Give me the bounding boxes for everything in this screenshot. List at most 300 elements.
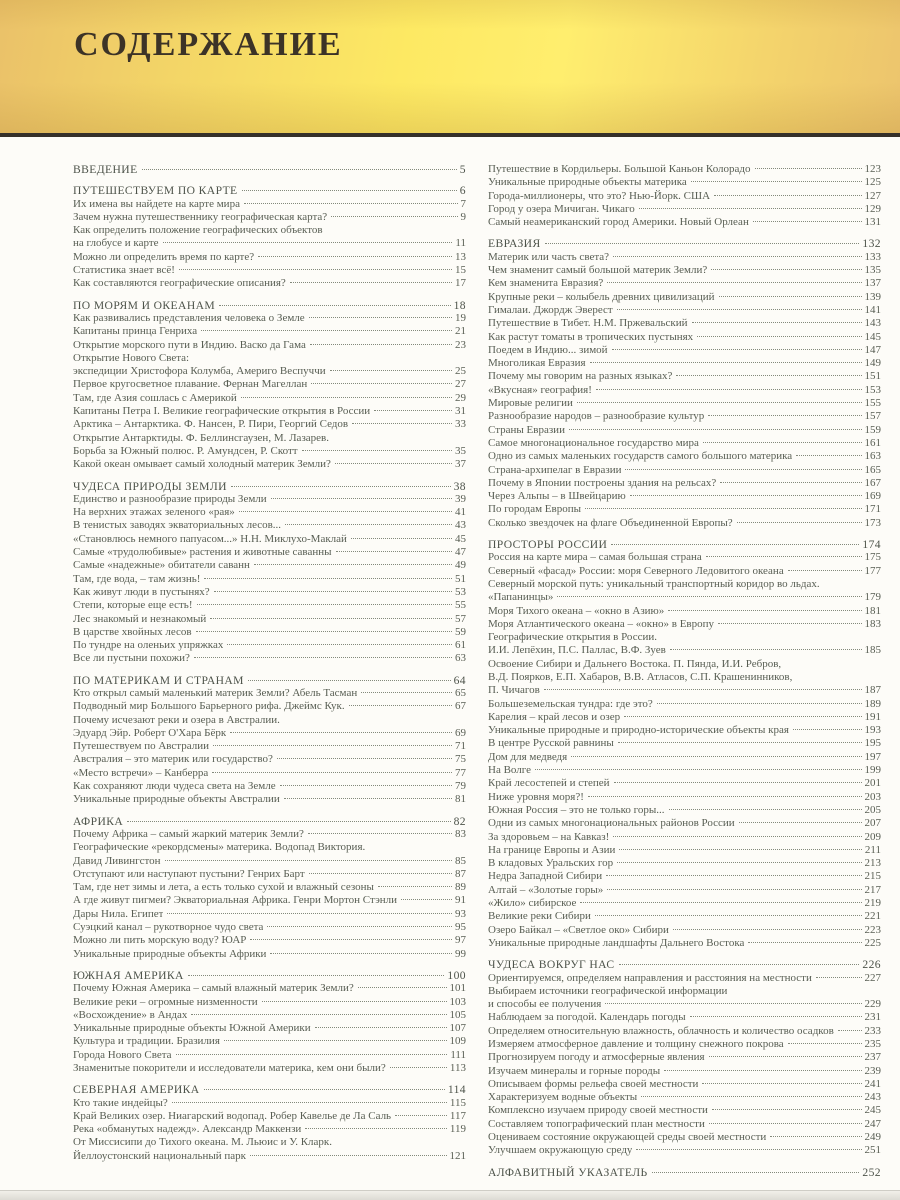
toc-entry xyxy=(73,1150,466,1163)
toc-entry-continuation xyxy=(488,578,881,591)
dot-leader xyxy=(309,873,452,874)
toc-entry xyxy=(73,652,466,665)
toc-entry xyxy=(488,1104,881,1117)
dot-leader xyxy=(401,899,452,900)
page-number: 123 xyxy=(864,163,881,175)
toc-entry xyxy=(73,881,466,894)
toc-entry xyxy=(488,176,881,189)
entry-title: За здоровьем – на Кавказ! xyxy=(488,830,610,843)
dot-leader xyxy=(308,833,452,834)
dot-leader xyxy=(127,821,450,822)
toc-column-left xyxy=(73,163,466,1179)
page-number: 125 xyxy=(864,176,881,189)
page-number: 81 xyxy=(455,793,466,806)
dot-leader xyxy=(262,1001,447,1002)
entry-title: на глобусе и карте xyxy=(73,237,159,250)
page-number: 157 xyxy=(864,410,881,423)
dot-leader xyxy=(544,689,862,690)
dot-leader xyxy=(838,1030,862,1031)
dot-leader xyxy=(176,1054,448,1055)
entry-title: В тенистых заводях экваториальных лесов... xyxy=(73,519,282,532)
entry-title: Степи, которые еще есть! xyxy=(73,599,193,612)
dot-leader xyxy=(535,769,861,770)
entry-title: Северный морской путь: уникальный транспортный коридор во льдах. xyxy=(488,577,820,590)
entry-title: ЧУДЕСА ВОКРУГ НАС xyxy=(488,958,615,972)
toc-entry xyxy=(488,924,881,937)
page-number: 226 xyxy=(862,958,881,972)
page-number: 71 xyxy=(455,740,466,753)
entry-title: Карелия – край лесов и озер xyxy=(488,710,621,723)
page-number: 174 xyxy=(862,538,881,552)
page-number: 19 xyxy=(455,311,466,324)
page-number: 159 xyxy=(864,423,881,436)
dot-leader xyxy=(676,375,861,376)
entry-title: Там, где вода, – там жизнь! xyxy=(73,572,201,585)
toc-section-header xyxy=(73,299,466,312)
page-number: 29 xyxy=(455,391,466,404)
entry-title: Уникальные природные объекты материка xyxy=(488,176,687,189)
entry-title: Одно из самых маленьких государств самого большого материка xyxy=(488,450,793,463)
entry-title: Как живут люди в пустынях? xyxy=(73,585,210,598)
page-number: 223 xyxy=(864,923,881,936)
entry-title: Крупные реки – колыбель древних цивилизаций xyxy=(488,290,715,303)
page-number: 209 xyxy=(864,830,881,843)
dot-leader xyxy=(720,482,861,483)
page-number: 103 xyxy=(449,995,466,1008)
entry-title: От Миссисипи до Тихого океана. М. Льюис и У. Кларк. xyxy=(73,1136,333,1149)
toc-entry xyxy=(488,397,881,410)
entry-title: Через Альпы – в Швейцарию xyxy=(488,490,626,503)
toc-entry xyxy=(73,982,466,995)
toc-entry xyxy=(488,591,881,604)
toc-entry xyxy=(73,639,466,652)
entry-title: Единство и разнообразие природы Земли xyxy=(73,492,267,505)
page-number: 151 xyxy=(864,370,881,383)
page-bottom-edge xyxy=(0,1190,900,1200)
dot-leader xyxy=(210,618,452,619)
dot-leader xyxy=(285,524,452,525)
toc-entry xyxy=(488,764,881,777)
toc-entry xyxy=(73,519,466,532)
dot-leader xyxy=(280,785,452,786)
entry-title: Уникальные природные и природно-исторические объекты края xyxy=(488,724,789,737)
entry-title: Отступают или наступают пустыни? Генрих Барт xyxy=(73,867,305,880)
dot-leader xyxy=(188,975,445,976)
toc-entry-continuation xyxy=(488,658,881,671)
dot-leader xyxy=(630,495,862,496)
dot-leader xyxy=(624,716,861,717)
entry-title: ПУТЕШЕСТВУЕМ ПО КАРТЕ xyxy=(73,184,238,198)
dot-leader xyxy=(613,256,861,257)
dot-leader xyxy=(191,1014,446,1015)
entry-title: Города-миллионеры, что это? Нью-Йорк. США xyxy=(488,189,711,202)
page-number: 199 xyxy=(864,764,881,777)
page-number: 27 xyxy=(455,378,466,391)
entry-title: Край Великих озер. Ниагарский водопад. Робер Кавелье де Ла Саль xyxy=(73,1109,392,1122)
dot-leader xyxy=(309,317,452,318)
dot-leader xyxy=(585,508,862,509)
entry-title: Страна-архипелаг в Евразии xyxy=(488,463,622,476)
entry-title: ВВЕДЕНИЕ xyxy=(73,163,138,176)
toc-entry xyxy=(488,1025,881,1038)
entry-title: «Папанинцы» xyxy=(488,591,554,604)
toc-entry xyxy=(73,828,466,841)
page-number: 105 xyxy=(449,1008,466,1021)
toc-column-right xyxy=(488,163,881,1179)
page-number: 57 xyxy=(455,612,466,625)
page-number: 149 xyxy=(864,357,881,370)
entry-title: ЕВРАЗИЯ xyxy=(488,237,541,251)
page-number: 132 xyxy=(862,237,881,251)
dot-leader xyxy=(305,1128,447,1129)
toc-entry xyxy=(488,384,881,397)
toc-entry xyxy=(488,884,881,897)
page-number: 107 xyxy=(449,1022,466,1035)
page-number: 33 xyxy=(455,418,466,431)
page-number: 119 xyxy=(449,1123,466,1136)
page-number: 165 xyxy=(864,463,881,476)
entry-title: Наблюдаем за погодой. Календарь погоды xyxy=(488,1011,686,1024)
entry-title: В.Д. Поярков, Е.П. Хабаров, В.В. Атласов, С.П. Крашенинников, xyxy=(488,670,793,683)
toc-entry-continuation xyxy=(73,432,466,445)
dot-leader xyxy=(617,862,861,863)
dot-leader xyxy=(290,282,452,283)
page-number: 113 xyxy=(449,1062,466,1074)
toc-entry xyxy=(73,855,466,868)
page-number: 135 xyxy=(864,264,881,277)
entry-title: Путешествие в Тибет. Н.М. Пржевальский xyxy=(488,317,688,330)
toc-entry-continuation xyxy=(73,352,466,365)
dot-leader xyxy=(197,604,453,605)
dot-leader xyxy=(349,705,452,706)
page-number: 61 xyxy=(455,639,466,652)
dot-leader xyxy=(330,370,452,371)
dot-leader xyxy=(571,756,861,757)
dot-leader xyxy=(755,168,862,169)
page-number: 49 xyxy=(455,559,466,572)
entry-title: Прогнозируем погоду и атмосферные явления xyxy=(488,1051,705,1064)
toc-entry-continuation xyxy=(488,631,881,644)
dot-leader xyxy=(361,692,452,693)
page-number: 233 xyxy=(864,1024,881,1037)
page-number: 169 xyxy=(864,490,881,503)
toc-entry xyxy=(73,378,466,391)
toc-entry xyxy=(73,573,466,586)
toc-entry xyxy=(73,546,466,559)
entry-title: Йеллоустонский национальный парк xyxy=(73,1149,247,1162)
dot-leader xyxy=(231,486,451,487)
toc-entry xyxy=(488,370,881,383)
toc-entry xyxy=(73,405,466,418)
toc-entry xyxy=(488,897,881,910)
page-number: 17 xyxy=(455,277,466,290)
toc-entry xyxy=(488,1078,881,1091)
dot-leader xyxy=(204,578,452,579)
entry-title: Комплексно изучаем природу своей местности xyxy=(488,1104,708,1117)
page-number: 219 xyxy=(864,897,881,910)
toc-entry xyxy=(73,264,466,277)
entry-title: Как развивались представления человека о Земле xyxy=(73,311,305,324)
toc-entry xyxy=(73,559,466,572)
entry-title: Первое кругосветное плавание. Фернан Магеллан xyxy=(73,378,308,391)
dot-leader xyxy=(669,809,862,810)
dot-leader xyxy=(673,929,862,930)
dot-leader xyxy=(390,1067,447,1068)
entry-title: Материк или часть света? xyxy=(488,250,610,263)
dot-leader xyxy=(201,330,452,331)
toc-entry xyxy=(73,458,466,471)
page-number: 195 xyxy=(864,737,881,750)
dot-leader xyxy=(230,732,452,733)
toc-entry xyxy=(488,998,881,1011)
page-number: 241 xyxy=(864,1077,881,1090)
entry-title: На Волге xyxy=(488,764,532,777)
entry-title: Знаменитые покорители и исследователи материка, кем они были? xyxy=(73,1062,386,1074)
entry-title: Оцениваем состояние окружающей среды своей местности xyxy=(488,1131,767,1144)
dot-leader xyxy=(619,849,862,850)
entry-title: ЧУДЕСА ПРИРОДЫ ЗЕМЛИ xyxy=(73,479,227,493)
entry-title: Большеземельская тундра: где это? xyxy=(488,697,653,710)
page-number: 251 xyxy=(864,1144,881,1157)
page-number: 185 xyxy=(864,644,881,657)
dot-leader xyxy=(739,822,862,823)
entry-title: Почему в Японии построены здания на рельсах? xyxy=(488,476,717,489)
entry-title: Южная Россия – это не только горы... xyxy=(488,803,665,816)
toc-entry xyxy=(488,618,881,631)
entry-title: Чем знаменит самый большой материк Земли? xyxy=(488,264,708,277)
page-number: 9 xyxy=(460,210,466,223)
dot-leader xyxy=(577,402,862,403)
dot-leader xyxy=(708,415,861,416)
dot-leader xyxy=(639,208,862,209)
entry-title: Дом для медведя xyxy=(488,750,568,763)
toc-entry xyxy=(488,203,881,216)
page-number: 177 xyxy=(864,564,881,577)
toc-entry xyxy=(488,711,881,724)
entry-title: Характеризуем водные объекты xyxy=(488,1091,638,1104)
page-number: 77 xyxy=(455,766,466,779)
toc-section-header xyxy=(73,480,466,493)
toc-entry xyxy=(73,1062,466,1075)
page-number: 39 xyxy=(455,492,466,505)
toc-entry xyxy=(488,910,881,923)
toc-entry xyxy=(488,737,881,750)
entry-title: Уникальные природные ландшафты Дальнего Востока xyxy=(488,936,745,949)
entry-title: Освоение Сибири и Дальнего Востока. П. Пянда, И.И. Ребров, xyxy=(488,657,782,670)
dot-leader xyxy=(657,703,862,704)
dot-leader xyxy=(796,455,861,456)
page-number: 11 xyxy=(455,237,466,250)
dot-leader xyxy=(664,1070,861,1071)
page-number: 91 xyxy=(455,894,466,907)
page-number: 82 xyxy=(453,814,466,828)
toc-gap xyxy=(488,530,881,538)
entry-title: Капитаны принца Генриха xyxy=(73,325,198,338)
toc-banner xyxy=(0,0,900,137)
toc-entry xyxy=(73,687,466,700)
entry-title: Давид Ливингстон xyxy=(73,854,161,867)
page-number: 161 xyxy=(864,436,881,449)
toc-entry xyxy=(488,450,881,463)
toc-entry xyxy=(488,857,881,870)
entry-title: Озеро Байкал – «Светлое око» Сибири xyxy=(488,923,669,936)
toc-entry xyxy=(73,996,466,1009)
entry-title: Арктика – Антарктика. Ф. Нансен, Р. Пири, Георгий Седов xyxy=(73,418,349,431)
page-number: 31 xyxy=(455,405,466,418)
page-number: 95 xyxy=(455,921,466,934)
page-number: 75 xyxy=(455,753,466,766)
dot-leader xyxy=(718,623,861,624)
entry-title: Определяем относительную влажность, облачность и количество осадков xyxy=(488,1024,834,1037)
toc-entry xyxy=(488,1065,881,1078)
toc-entry xyxy=(73,908,466,921)
dot-leader xyxy=(271,498,452,499)
page-number: 187 xyxy=(864,684,881,697)
dot-leader xyxy=(709,1056,862,1057)
dot-leader xyxy=(670,649,862,650)
toc-entry xyxy=(488,216,881,229)
entry-title: Как растут томаты в тропических пустынях xyxy=(488,330,694,343)
dot-leader xyxy=(607,282,861,283)
dot-leader xyxy=(196,631,452,632)
toc-entry xyxy=(488,791,881,804)
page-number: 18 xyxy=(453,298,466,312)
page-number: 111 xyxy=(450,1048,466,1061)
page-number: 249 xyxy=(864,1131,881,1144)
dot-leader xyxy=(612,349,862,350)
page-number: 7 xyxy=(460,197,466,210)
dot-leader xyxy=(613,836,861,837)
toc-entry xyxy=(73,1097,466,1110)
toc-gap xyxy=(73,291,466,299)
toc-entry xyxy=(488,1011,881,1024)
dot-leader xyxy=(636,1149,861,1150)
entry-title: Открытие Антарктиды. Ф. Беллинсгаузен, М. Лазарев. xyxy=(73,431,329,444)
toc-entry xyxy=(488,464,881,477)
dot-leader xyxy=(816,977,862,978)
entry-title: АФРИКА xyxy=(73,814,124,828)
dot-leader xyxy=(378,886,452,887)
toc-entry xyxy=(488,517,881,530)
page-number: 153 xyxy=(864,383,881,396)
entry-title: Борьба за Южный полюс. Р. Амундсен, Р. Скотт xyxy=(73,444,298,457)
dot-leader xyxy=(719,296,862,297)
entry-title: Кто открыл самый маленький материк Земли? Абель Тасман xyxy=(73,686,358,699)
dot-leader xyxy=(241,397,452,398)
dot-leader xyxy=(351,538,452,539)
page-number: 237 xyxy=(864,1051,881,1064)
dot-leader xyxy=(270,953,452,954)
page-number: 15 xyxy=(455,264,466,277)
page-number: 83 xyxy=(455,827,466,840)
page-number: 197 xyxy=(864,750,881,763)
entry-title: Улучшаем окружающую среду xyxy=(488,1144,633,1157)
entry-title: А где живут пигмеи? Экваториальная Африка. Генри Мортон Стэнли xyxy=(73,894,398,907)
entry-title: Путешествуем по Австралии xyxy=(73,740,209,753)
toc-entry xyxy=(73,767,466,780)
entry-title: Географические «рекордсмены» материка. Водопад Виктория. xyxy=(73,841,366,854)
toc-section-header xyxy=(73,815,466,828)
entry-title: Алтай – «Золотые горы» xyxy=(488,883,604,896)
toc-entry xyxy=(73,339,466,352)
entry-title: Одни из самых многонациональных районов России xyxy=(488,817,735,830)
page-number: 67 xyxy=(455,700,466,713)
toc-entry xyxy=(488,357,881,370)
page-number: 227 xyxy=(864,971,881,984)
toc-entry xyxy=(73,277,466,290)
page-number: 201 xyxy=(864,777,881,790)
page-number: 99 xyxy=(455,947,466,960)
toc-section-header xyxy=(73,674,466,687)
page-number: 193 xyxy=(864,724,881,737)
entry-title: Поедем в Индию... зимой xyxy=(488,343,608,356)
toc-section-header xyxy=(488,538,881,551)
toc-entry xyxy=(73,506,466,519)
toc-entry xyxy=(488,410,881,423)
page-number: 175 xyxy=(864,551,881,564)
toc-gap xyxy=(488,950,881,958)
page-number: 43 xyxy=(455,519,466,532)
dot-leader xyxy=(596,389,862,390)
page-number: 69 xyxy=(455,726,466,739)
toc-entry xyxy=(73,365,466,378)
page-number: 213 xyxy=(864,857,881,870)
entry-title: Уникальные природные объекты Южной Америки xyxy=(73,1022,311,1035)
toc-entry xyxy=(488,264,881,277)
toc-entry xyxy=(73,599,466,612)
entry-title: Описываем формы рельефа своей местности xyxy=(488,1077,699,1090)
dot-leader xyxy=(617,309,862,310)
dot-leader xyxy=(163,242,453,243)
dot-leader xyxy=(668,610,861,611)
dot-leader xyxy=(641,1096,861,1097)
dot-leader xyxy=(618,742,862,743)
entry-title: Как определить положение географических объектов xyxy=(73,224,323,237)
toc-entry xyxy=(73,626,466,639)
dot-leader xyxy=(194,657,452,658)
toc-entry xyxy=(488,551,881,564)
dot-leader xyxy=(692,322,862,323)
page-number: 167 xyxy=(864,476,881,489)
page-number: 203 xyxy=(864,790,881,803)
dot-leader xyxy=(788,1043,862,1044)
entry-title: «Жило» сибирское xyxy=(488,897,577,910)
toc-entry xyxy=(73,1022,466,1035)
dot-leader xyxy=(690,1016,862,1017)
page-number: 6 xyxy=(459,184,466,198)
dot-leader xyxy=(254,564,452,565)
page-number: 129 xyxy=(864,202,881,215)
toc-gap xyxy=(488,1158,881,1166)
toc-entry xyxy=(488,1144,881,1157)
page-number: 25 xyxy=(455,365,466,378)
page-number: 211 xyxy=(864,843,881,856)
page-number: 215 xyxy=(864,870,881,883)
entry-title: Самое многонациональное государство мира xyxy=(488,436,699,449)
dot-leader xyxy=(697,336,861,337)
entry-title: Статистика знает всё! xyxy=(73,264,175,277)
toc-entry xyxy=(488,277,881,290)
entry-title: Как составляются географические описания? xyxy=(73,277,286,290)
dot-leader xyxy=(212,772,452,773)
toc-entry xyxy=(488,291,881,304)
entry-title: «Место встречи» – Канберра xyxy=(73,766,209,779)
toc-gap xyxy=(73,176,466,184)
dot-leader xyxy=(580,902,861,903)
page-number: 189 xyxy=(864,697,881,710)
toc-entry xyxy=(73,1049,466,1062)
dot-leader xyxy=(709,1123,862,1124)
